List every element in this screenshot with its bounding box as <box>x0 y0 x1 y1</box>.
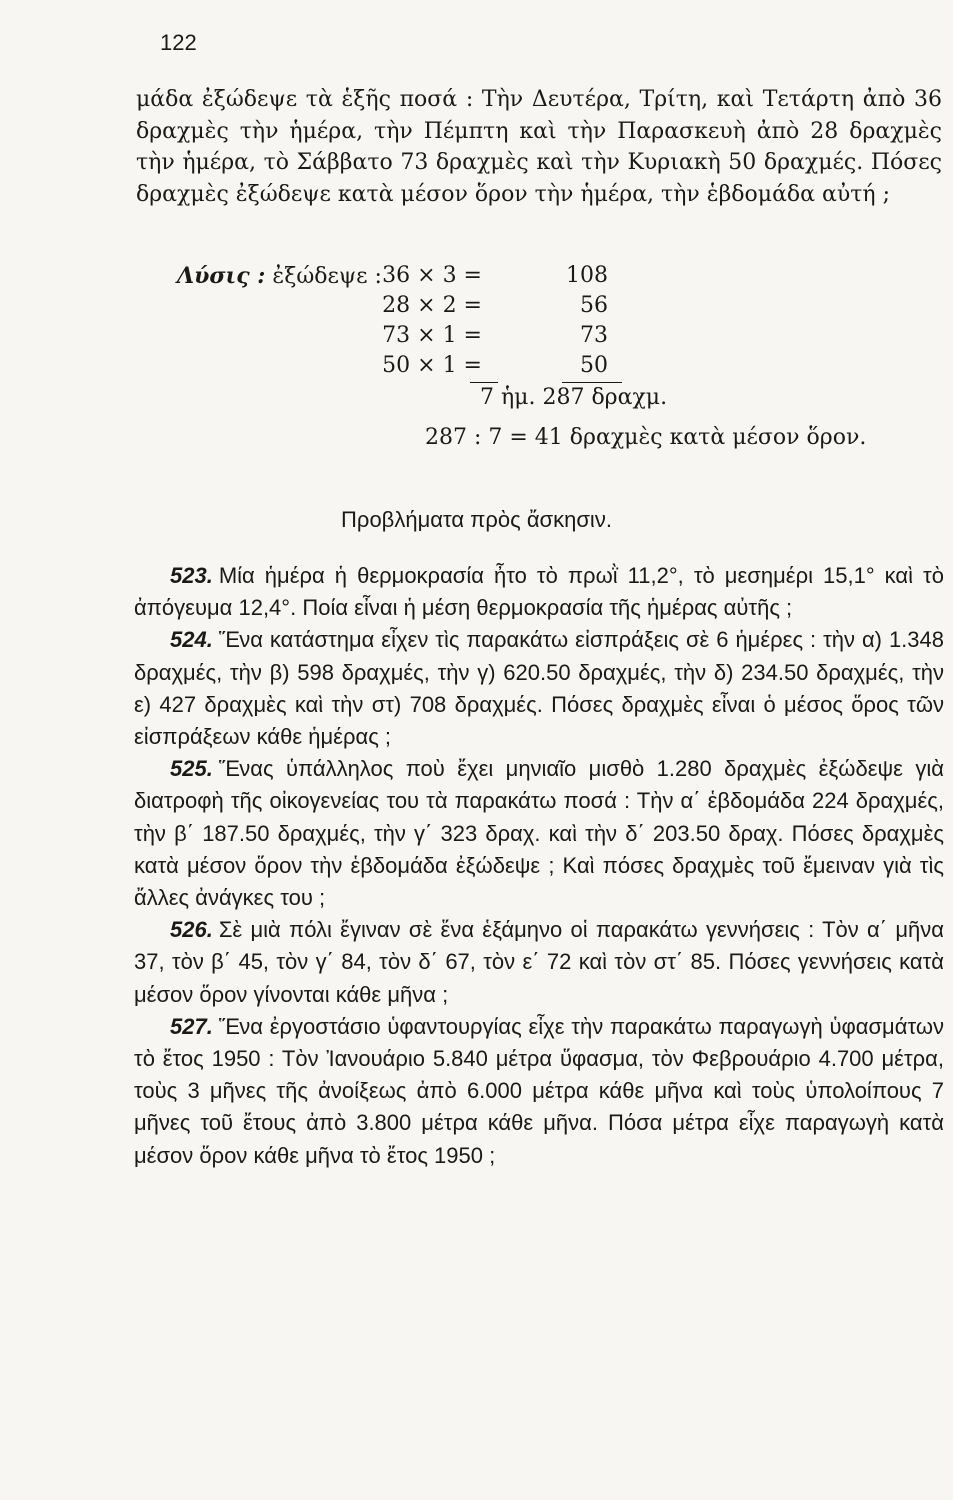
problem-524 <box>134 624 944 753</box>
problem-number: 526. <box>170 917 213 943</box>
problem-text: Σὲ μιὰ πόλι ἔγιναν σὲ ἕνα ἑξάμηνο οἱ παρακάτω γεννήσεις : Τὸν α΄ μῆνα 37, τὸν β΄ 45, τὸν γ΄ 84, τὸν δ΄ 67, τὸν ε΄ 72 καὶ τὸν στ΄ 85. Πόσες γεννήσεις κατὰ μέσον ὅρον γίνονται κάθε μῆνα ; <box>134 917 944 1007</box>
problem-number: 523. <box>170 563 213 588</box>
problem-number: 524. <box>170 627 213 653</box>
calc-row-right: 108 <box>566 263 608 288</box>
problem-525 <box>134 753 944 914</box>
problem-527 <box>134 1011 944 1172</box>
calc-totals: 7 ἡμ. 287 δραχμ. <box>480 385 668 410</box>
calc-row-right: 73 <box>580 323 608 348</box>
calc-row-right: 56 <box>580 293 608 318</box>
solution-word: Λύσις : <box>177 263 266 289</box>
intro-paragraph: μάδα ἐξώδεψε τὰ ἑξῆς ποσά : Τὴν Δευτέρα, Τρίτη, καὶ Τετάρτη ἀπὸ 36 δραχμὲς τὴν ἡμέρα, τὴν Πέμπτη καὶ τὴν Παρασκευὴ ἀπὸ 28 δραχμὲς τὴν ἡμέρα, τὸ Σάββατο 73 δραχμὲς καὶ τὴν Κυριακὴ 50 δραχμές. Πόσες δραχμὲς ἐξώδεψε κατὰ μέσον ὅρον τὴν ἡμέρα, τὴν ἑβδομάδα αὐτή ; <box>136 87 942 207</box>
sum-line-multiplier <box>470 382 498 383</box>
calc-row-left: 28 × 2 = <box>382 293 482 318</box>
section-heading: Προβλήματα πρὸς ἄσκησιν. <box>341 507 612 532</box>
calc-row-left: 36 × 3 = <box>382 263 482 288</box>
calc-row-left: 50 × 1 = <box>382 353 482 378</box>
problem-number: 525. <box>170 756 213 782</box>
solution-verb: ἐξώδεψε : <box>272 264 382 289</box>
sum-line-amount <box>562 382 622 383</box>
calc-row-left: 73 × 1 = <box>382 323 482 348</box>
calc-row-right: 50 <box>580 353 608 378</box>
problem-list <box>134 560 944 1172</box>
problem-text: Ἕνα κατάστημα εἶχεν τὶς παρακάτω εἰσπράξεις σὲ 6 ἡμέρες : τὴν α) 1.348 δραχμές, τὴν β) 598 δραχμές, τὴν γ) 620.50 δραχμές, τὴν δ) 234.50 δραχμές, τὴν ε) 427 δραχμὲς καὶ τὴν στ) 708 δραχμές. Πόσες δραχμὲς εἶναι ὁ μέσος ὅρος τῶν εἰσπράξεων κάθε ἡμέρας ; <box>134 627 944 750</box>
problem-text: Μία ἡμέρα ἡ θερμοκρασία ἦτο τὸ πρωῒ 11,2°, τὸ μεσημέρι 15,1° καὶ τὸ ἀπόγευμα 12,4°. Ποία εἶναι ἡ μέση θερμοκρασία τῆς ἡμέρας αὐτῆς ; <box>134 563 944 621</box>
problem-number: 527. <box>170 1013 213 1039</box>
problem-text: Ἕνας ὑπάλληλος ποὺ ἔχει μηνιαῖο μισθὸ 1.280 δραχμὲς ἐξώδεψε γιὰ διατροφὴ τῆς οἰκογενείας του τὰ παρακάτω ποσά : Τὴν α΄ ἑβδομάδα 224 δραχμές, τὴν β΄ 187.50 δραχμές, τὴν γ΄ 323 δραχ. καὶ τὴν δ΄ 203.50 δραχ. Πόσες δραχμὲς κατὰ μέσον ὅρον τὴν ἑβδομάδα ἐξώδεψε ; Καὶ πόσες δραχμὲς τοῦ ἔμειναν γιὰ τὶς ἄλλες ἀνάγκες του ; <box>134 756 944 911</box>
calc-average: 287 : 7 = 41 δραχμὲς κατὰ μέσον ὅρον. <box>425 425 867 450</box>
page-number: 122 <box>160 30 197 55</box>
problem-text: Ἕνα ἐργοστάσιο ὑφαντουργίας εἶχε τὴν παρακάτω παραγωγὴ ὑφασμάτων τὸ ἔτος 1950 : Τὸν Ἰανουάριο 5.840 μέτρα ὕφασμα, τὸν Φεβρουάριο 4.700 μέτρα, τοὺς 3 μῆνες τῆς ἀνοίξεως ἀπὸ 6.000 μέτρα κάθε μῆνα καὶ τοὺς ὑπολοίπους 7 μῆνες τοῦ ἔτους ἀπὸ 3.800 μέτρα κάθε μῆνα. Πόσα μέτρα εἶχε παραγωγὴ κατὰ μέσον ὅρον κάθε μῆνα τὸ ἔτος 1950 ; <box>134 1013 944 1168</box>
problem-523 <box>134 560 944 624</box>
problem-526 <box>134 914 944 1011</box>
